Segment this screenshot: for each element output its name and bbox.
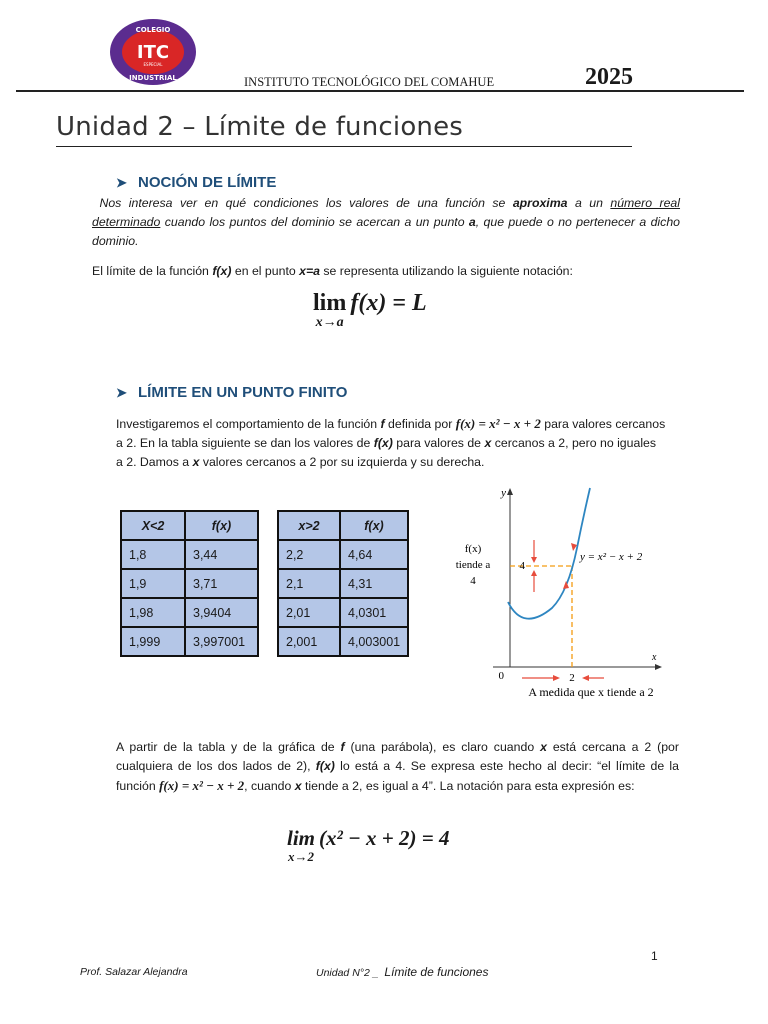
title-rule bbox=[56, 146, 632, 147]
table-header: x>2 bbox=[278, 511, 340, 540]
table-right-values bbox=[277, 510, 409, 657]
logo-small-text: ESPECIAL bbox=[143, 62, 163, 67]
note-line-1: f(x) bbox=[464, 543, 482, 555]
logo-center-text: ITC bbox=[136, 42, 170, 63]
table-row: 1,8 3,44 bbox=[121, 540, 258, 569]
arrow-bullet-icon: ➤ bbox=[116, 175, 127, 190]
page-number: 1 bbox=[651, 949, 658, 963]
logo-bottom-text: INDUSTRIAL bbox=[129, 74, 177, 82]
paragraph-investigate: Investigaremos el comportamiento de la función f definida por f(x) = x² − x + 2 para valores cercanos a 2. En la tabla siguiente se dan los valores de f(x) para valores de x cercanos a 2, pero no iguales a 2. Damos a x valores cercanos a 2 por su izquierda y su derecha. bbox=[116, 416, 666, 469]
school-name: INSTITUTO TECNOLÓGICO DEL COMAHUE bbox=[244, 75, 495, 89]
arrow-up-head-icon bbox=[531, 570, 537, 576]
x-axis-arrow-icon bbox=[655, 664, 662, 670]
x-axis-label: x bbox=[652, 652, 657, 663]
limit-formula-example: lim x→2 (x² − x + 2) = 4 bbox=[287, 826, 450, 864]
y-axis-label: y bbox=[501, 487, 506, 499]
page-title: Unidad 2 – Límite de funciones bbox=[56, 112, 464, 142]
table-left-values bbox=[120, 510, 259, 657]
school-logo bbox=[108, 17, 198, 87]
curve-label: y = x² − x + 2 bbox=[580, 551, 643, 563]
table-row: 1,98 3,9404 bbox=[121, 598, 258, 627]
footer-unit: Unidad N°2 _ Límite de funciones bbox=[316, 965, 489, 979]
y-axis-arrow-icon bbox=[507, 488, 513, 495]
parabola-graph bbox=[440, 480, 680, 705]
table-row: 1,9 3,71 bbox=[121, 569, 258, 598]
table-row: 2,01 4,0301 bbox=[278, 598, 408, 627]
note-line-2: tiende a bbox=[455, 559, 491, 571]
section-heading-nocion: ➤ NOCIÓN DE LÍMITE bbox=[116, 174, 277, 191]
table-row: 2,001 4,003001 bbox=[278, 627, 408, 656]
table-row: 2,2 4,64 bbox=[278, 540, 408, 569]
footer-author: Prof. Salazar Alejandra bbox=[80, 966, 188, 978]
table-header: X<2 bbox=[121, 511, 185, 540]
table-row: 2,1 4,31 bbox=[278, 569, 408, 598]
parabola-curve bbox=[508, 488, 590, 619]
arrow-bullet-icon: ➤ bbox=[116, 385, 127, 400]
tick-x-label: 2 bbox=[569, 672, 575, 684]
table-header: f(x) bbox=[185, 511, 258, 540]
tick-y-label: 4 bbox=[519, 560, 525, 572]
paragraph-conclusion: A partir de la tabla y de la gráfica de f (una parábola), es claro cuando x está cercana a 2 (por cualquiera de los dos lados de 2), f(x) lo está a 4. Se expresa este hecho al decir: “el límite de la función f(x) = x² − x + 2, cuando x tiende a 2, es igual a 4”. La notación para esta expresión es: bbox=[116, 740, 679, 793]
section-heading-punto-finito: ➤ LÍMITE EN UN PUNTO FINITO bbox=[116, 384, 348, 401]
note-line-3: 4 bbox=[470, 575, 476, 587]
table-header: f(x) bbox=[340, 511, 408, 540]
graph-caption: A medida que x tiende a 2 bbox=[528, 685, 654, 699]
paragraph-definition: Nos interesa ver en qué condiciones los valores de una función se aproxima a un número real determinado cuando los puntos del dominio se acercan a un punto a, que puede o no pertenecer a dicho dominio. bbox=[92, 196, 681, 248]
header-rule bbox=[16, 90, 744, 92]
paragraph-notation: El límite de la función f(x) en el punto x=a se representa utilizando la siguiente notación: bbox=[92, 264, 573, 278]
arrow-left-head-icon bbox=[582, 675, 589, 681]
year: 2025 bbox=[585, 64, 633, 90]
arrow-right-head-icon bbox=[553, 675, 560, 681]
table-row: 1,999 3,997001 bbox=[121, 627, 258, 656]
arrow-down-head-icon bbox=[531, 557, 537, 563]
limit-formula-general: lim x→a f(x) = L bbox=[313, 290, 427, 330]
origin-label: 0 bbox=[498, 670, 504, 682]
logo-top-text: COLEGIO bbox=[135, 26, 171, 34]
